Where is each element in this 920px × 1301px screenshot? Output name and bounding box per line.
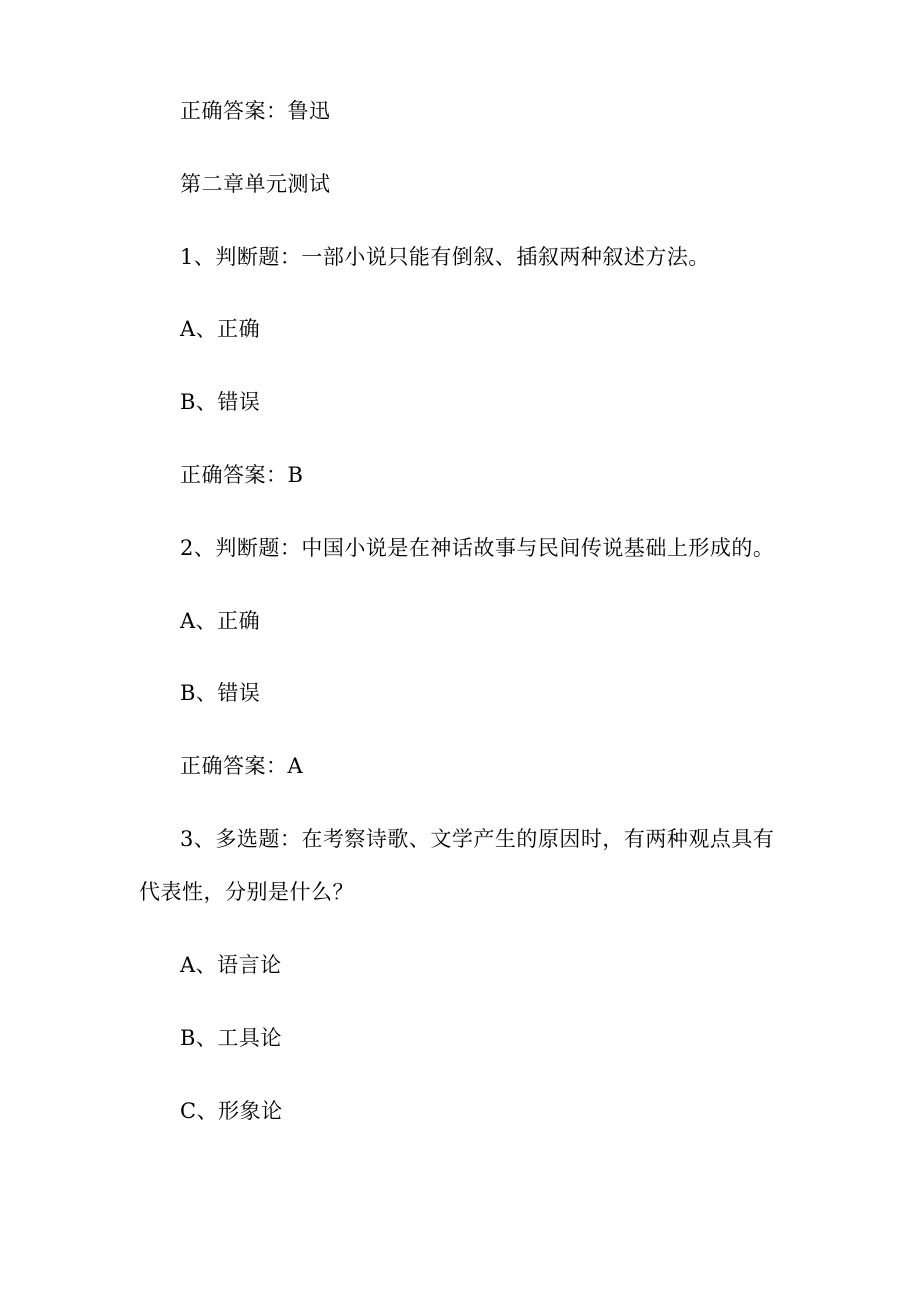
question-2: 2、判断题：中国小说是在神话故事与民间传说基础上形成的。 [180, 536, 775, 560]
chapter-heading: 第二章单元测试 [180, 172, 331, 196]
option-a: A、正确 [180, 317, 261, 341]
option-b: B、错误 [180, 681, 261, 705]
option-a: A、语言论 [180, 953, 282, 977]
answer-line: 正确答案：鲁迅 [180, 99, 331, 123]
option-b: B、错误 [180, 390, 261, 414]
option-a: A、正确 [180, 609, 261, 633]
option-b: B、工具论 [180, 1026, 282, 1050]
question-1: 1、判断题：一部小说只能有倒叙、插叙两种叙述方法。 [180, 245, 710, 269]
option-c: C、形象论 [180, 1099, 283, 1123]
question-3-continuation: 代表性，分别是什么？ [139, 880, 354, 904]
answer-line: 正确答案：A [180, 754, 304, 778]
question-3: 3、多选题：在考察诗歌、文学产生的原因时，有两种观点具有 [180, 827, 775, 851]
answer-line: 正确答案：B [180, 463, 304, 487]
